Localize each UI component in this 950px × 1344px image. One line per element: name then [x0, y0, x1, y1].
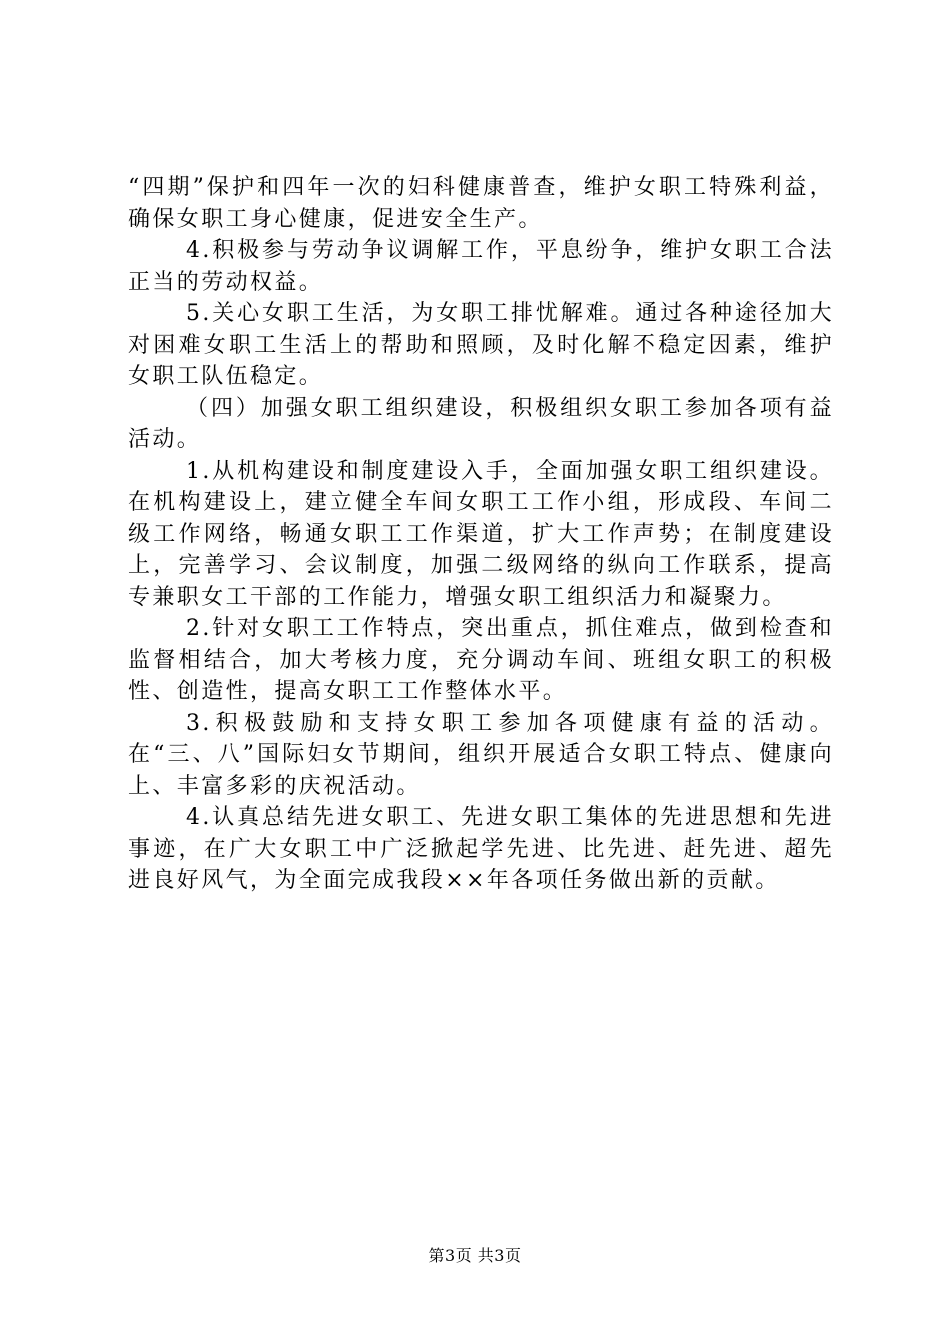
paragraph-continued: “四期”保护和四年一次的妇科健康普查，维护女职工特殊利益，确保女职工身心健康，促进安全生产。	[128, 175, 834, 232]
paragraph-item-3-activities: 3.积极鼓励和支持女职工参加各项健康有益的活动。在“三、八”国际妇女节期间，组织开展适合女职工特点、健康向上、丰富多彩的庆祝活动。	[128, 710, 834, 799]
paragraph-item-5-care-for-workers: 5.关心女职工生活，为女职工排忧解难。通过各种途径加大对困难女职工生活上的帮助和照顾，及时化解不稳定因素，维护女职工队伍稳定。	[128, 301, 834, 389]
paragraph-item-4-summary: 4.认真总结先进女职工、先进女职工集体的先进思想和先进事迹，在广大女职工中广泛掀起学先进、比先进、赶先进、超先进良好风气，为全面完成我段××年各项任务做出新的贡献。	[128, 805, 834, 893]
paragraph-item-1-organization: 1.从机构建设和制度建设入手，全面加强女职工组织建设。在机构建设上，建立健全车间女职工工作小组，形成段、车间二级工作网络，畅通女职工工作渠道，扩大工作声势；在制度建设上，完善学习、会议制度，加强二级网络的纵向工作联系，提高专兼职女工干部的工作能力，增强女职工组织活力和凝聚力。	[128, 458, 834, 610]
section-heading-4: （四）加强女职工组织建设，积极组织女职工参加各项有益活动。	[128, 395, 834, 452]
page-footer	[0, 1243, 950, 1266]
page-number-label: 第3页 共3页	[428, 1246, 522, 1265]
paragraph-item-2-work-characteristics: 2.针对女职工工作特点，突出重点，抓住难点，做到检查和监督相结合，加大考核力度，充分调动车间、班组女职工的积极性、创造性，提高女职工工作整体水平。	[128, 616, 834, 704]
document-body	[128, 172, 834, 897]
paragraph-item-4-labor-disputes: 4.积极参与劳动争议调解工作，平息纷争，维护女职工合法正当的劳动权益。	[128, 238, 834, 295]
